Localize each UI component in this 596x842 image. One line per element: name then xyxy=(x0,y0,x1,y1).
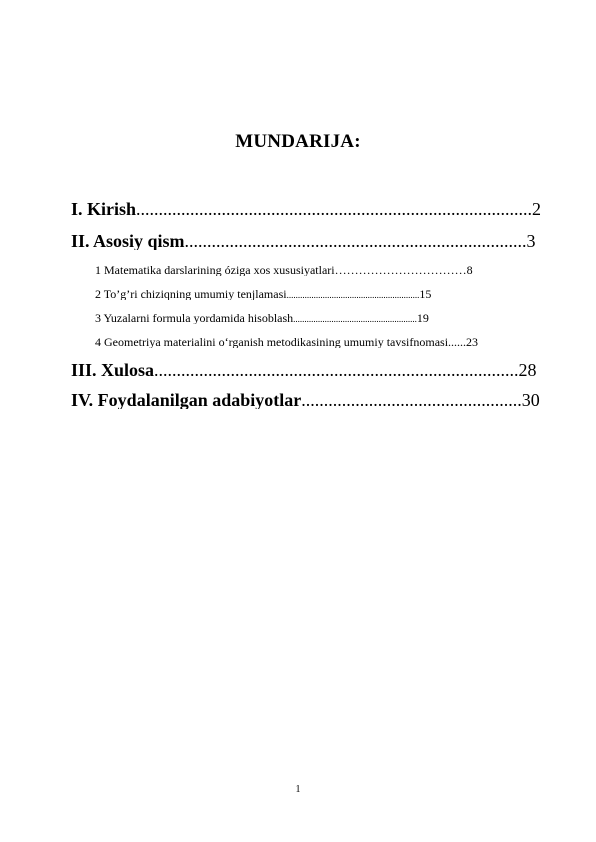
page-number: 1 xyxy=(295,784,301,795)
toc-entry-label: 4 Geometriya materialini o‘rganish metodikasining umumiy tavsifnomasi xyxy=(95,336,449,348)
toc-page-number: 8 xyxy=(466,264,473,276)
toc-entry-label: IV. Foydalanilgan adabiyotlar xyxy=(71,391,302,409)
toc-page-number: 30 xyxy=(521,391,540,409)
toc-leader-dots: ................................................. xyxy=(301,391,522,409)
toc-entry-label: I. Kirish xyxy=(71,200,137,218)
toc-subentry-3[interactable] xyxy=(95,312,429,324)
toc-page-number: 28 xyxy=(518,361,537,379)
toc-entry-asosiy-qism[interactable] xyxy=(71,232,536,250)
toc-entry-label: 2 To’g’ri chiziqning umumiy tenjlamasi xyxy=(95,288,287,300)
toc-entry-label: III. Xulosa xyxy=(71,361,155,379)
toc-leader-dots: ................................................................................. xyxy=(154,361,519,379)
toc-page-number: 23 xyxy=(466,336,479,348)
toc-leader-dots: ...... xyxy=(448,336,467,348)
toc-page-number: 19 xyxy=(416,312,429,324)
toc-subentry-1[interactable] xyxy=(95,264,473,276)
toc-subentry-4[interactable] xyxy=(95,336,478,348)
toc-entry-label: 3 Yuzalarni formula yordamida hisoblash xyxy=(95,312,294,324)
toc-leader-dots: ........................................................................................ xyxy=(136,200,533,218)
toc-entry-adabiyotlar[interactable] xyxy=(71,391,540,409)
toc-page-number: 3 xyxy=(526,232,536,250)
toc-leader-dots: ........................................................... xyxy=(286,290,420,300)
toc-leader-dots: ............................................................................ xyxy=(184,232,527,250)
toc-entry-label: 1 Matematika darslarining óziga xos xususiyatlari xyxy=(95,264,335,276)
toc-subentry-2[interactable] xyxy=(95,288,431,300)
toc-page-number: 15 xyxy=(419,288,432,300)
toc-page-number: 2 xyxy=(532,200,542,218)
document-title: MUNDARIJA: xyxy=(235,131,361,152)
toc-entry-xulosa[interactable] xyxy=(71,361,537,379)
toc-entry-kirish[interactable] xyxy=(71,200,541,218)
toc-entry-label: II. Asosiy qism xyxy=(71,232,185,250)
toc-leader-dots: ....................................................... xyxy=(293,314,417,324)
toc-leader-dots: …………………………… xyxy=(334,264,467,276)
